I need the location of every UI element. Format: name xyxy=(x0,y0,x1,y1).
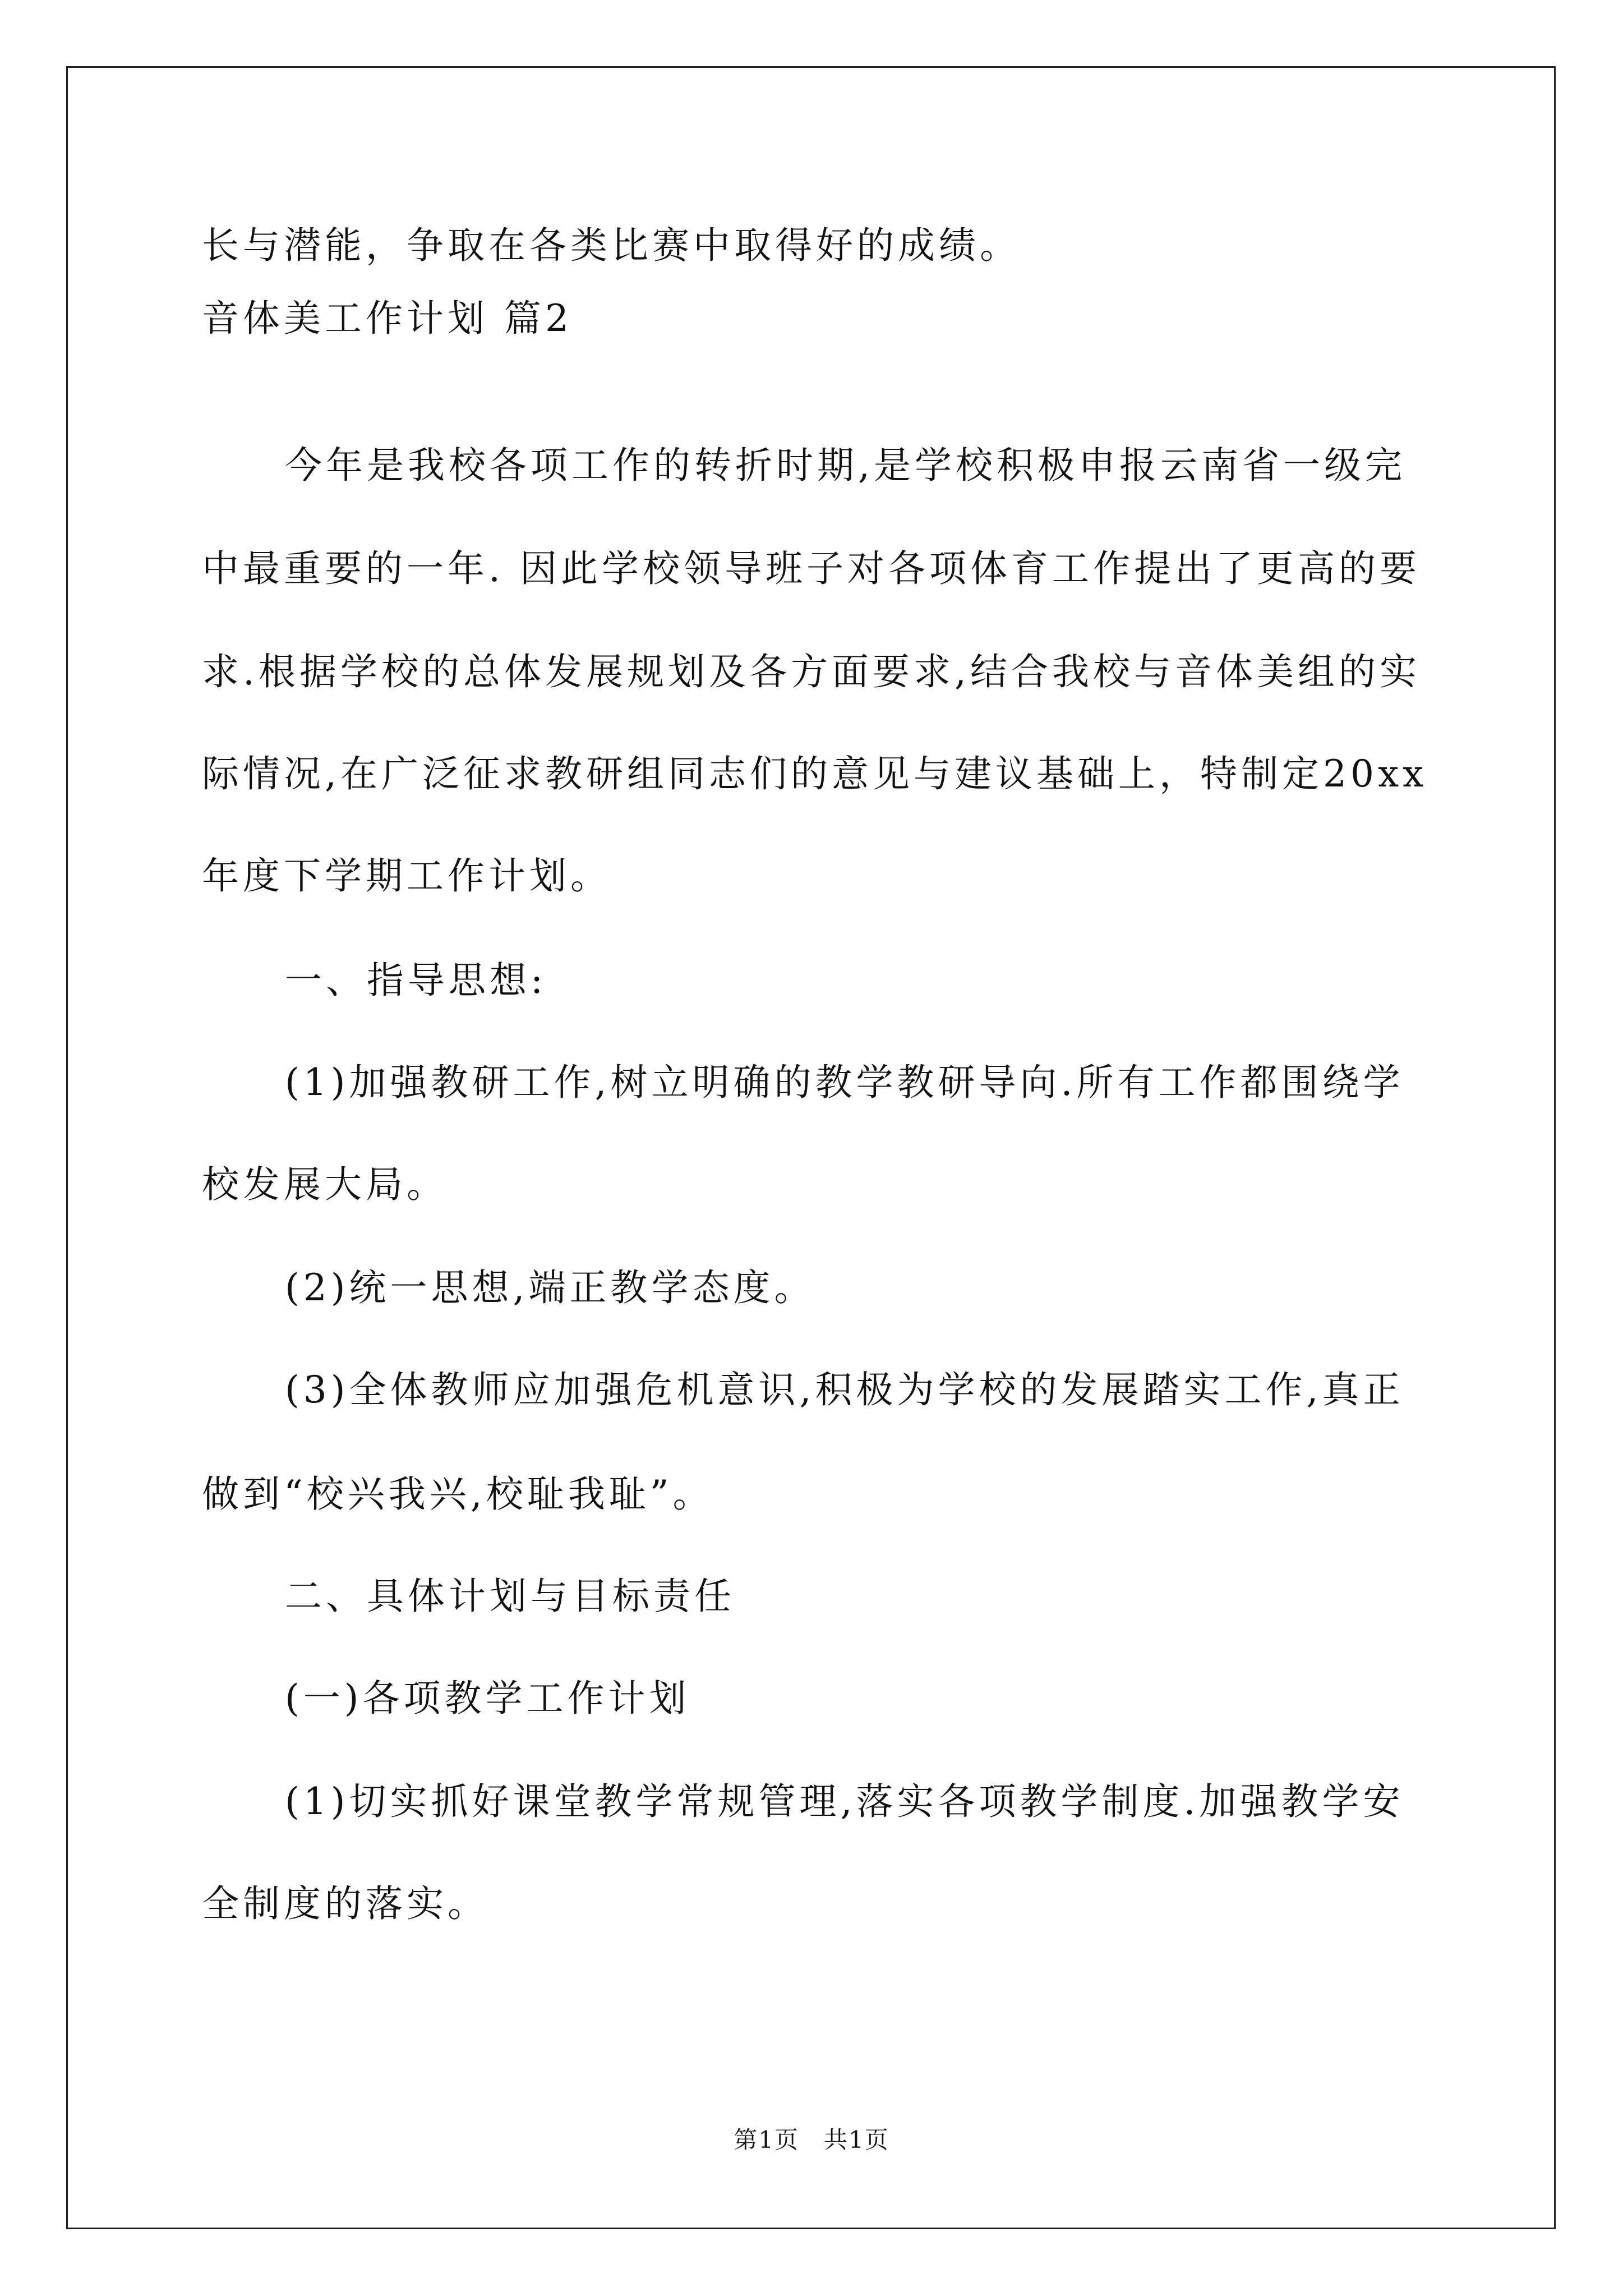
page-footer xyxy=(0,2126,1623,2154)
text-line: 长与潜能，争取在各类比赛中取得好的成绩。 xyxy=(202,224,1021,267)
paragraph-line: (1)加强教研工作,树立明确的教学教研导向.所有工作都围绕学 xyxy=(285,1061,1404,1104)
paragraph-line: 求.根据学校的总体发展规划及各方面要求,结合我校与音体美组的实 xyxy=(202,650,1421,693)
paragraph-line: (3)全体教师应加强危机意识,积极为学校的发展踏实工作,真正 xyxy=(285,1368,1404,1411)
subheading-teaching-plan: (一)各项教学工作计划 xyxy=(285,1677,690,1720)
section-title: 音体美工作计划 篇2 xyxy=(202,297,573,340)
paragraph-line: (1)切实抓好课堂教学常规管理,落实各项教学制度.加强教学安 xyxy=(285,1780,1404,1823)
paragraph-line: 年度下学期工作计划。 xyxy=(202,854,611,898)
heading-guiding-ideology: 一、指导思想: xyxy=(285,959,547,1002)
paragraph-line: 中最重要的一年. 因此学校领导班子对各项体育工作提出了更高的要 xyxy=(202,547,1421,590)
page-total: 共1页 xyxy=(824,2126,889,2154)
paragraph-line: 校发展大局。 xyxy=(202,1163,448,1206)
page-number: 第1页 xyxy=(734,2126,799,2154)
paragraph-line: 做到“校兴我兴,校耻我耻”。 xyxy=(202,1473,714,1516)
paragraph-line: 全制度的落实。 xyxy=(202,1882,488,1925)
paragraph-line: 今年是我校各项工作的转折时期,是学校积极申报云南省一级完 xyxy=(285,444,1406,487)
heading-plan-goals: 二、具体计划与目标责任 xyxy=(285,1575,735,1618)
paragraph-line: 际情况,在广泛征求教研组同志们的意见与建议基础上，特制定20xx xyxy=(202,752,1428,795)
paragraph-line: (2)统一思想,端正教学态度。 xyxy=(285,1266,815,1309)
